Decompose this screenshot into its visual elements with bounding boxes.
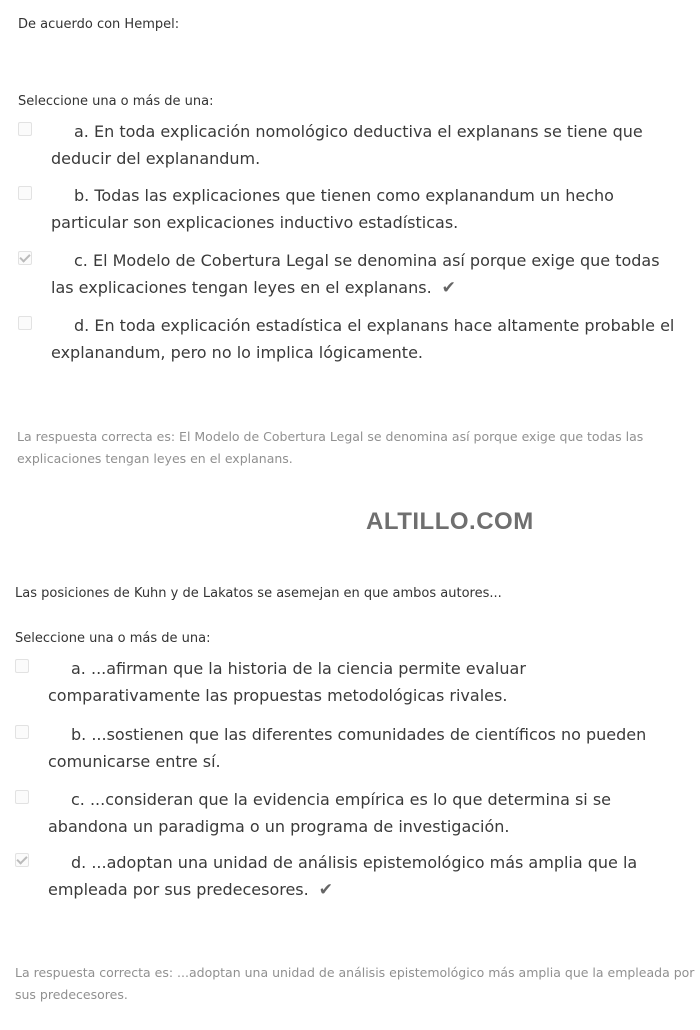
checkbox-c[interactable]: [18, 251, 32, 265]
checkbox-b[interactable]: [18, 186, 32, 200]
checkbox-b[interactable]: [15, 725, 29, 739]
question-text: Las posiciones de Kuhn y de Lakatos se asemejan en que ambos autores...: [15, 586, 502, 601]
select-prompt: Seleccione una o más de una:: [15, 631, 211, 646]
option-label: c. El Modelo de Cobertura Legal se denomina así porque exige que todas las explicaciones tengan leyes en el explanans. ✔: [51, 247, 683, 302]
checkbox-c[interactable]: [15, 790, 29, 804]
checkbox-d[interactable]: [15, 853, 29, 867]
checkbox-a[interactable]: [15, 659, 29, 673]
checkbox-a[interactable]: [18, 122, 32, 136]
option-label: d. En toda explicación estadística el explanans hace altamente probable el explanandum, pero no lo implica lógicamente.: [51, 316, 675, 362]
check-icon: ✔: [441, 278, 456, 298]
watermark-logo: ALTILLO.COM: [366, 508, 534, 535]
option-label: a. ...afirman que la historia de la ciencia permite evaluar comparativamente las propuestas metodológicas rivales.: [48, 659, 526, 705]
option-label: a. En toda explicación nomológico deductiva el explanans se tiene que deducir del explanandum.: [51, 122, 643, 168]
option-label: c. ...consideran que la evidencia empírica es lo que determina si se abandona un paradigma o un programa de investigación.: [48, 790, 612, 836]
correct-answer-feedback: La respuesta correcta es: ...adoptan una unidad de análisis epistemológico más amplia que la empleada por sus predecesores.: [15, 965, 695, 1002]
select-prompt: Seleccione una o más de una:: [18, 94, 214, 109]
check-icon: ✔: [318, 880, 333, 900]
question-text: De acuerdo con Hempel:: [18, 17, 180, 32]
option-label: b. Todas las explicaciones que tienen como explanandum un hecho particular son explicaciones inductivo estadísticas.: [51, 186, 614, 232]
correct-answer-feedback: La respuesta correcta es: El Modelo de Cobertura Legal se denomina así porque exige que todas las explicaciones tengan leyes en el explanans.: [17, 429, 644, 466]
option-label: b. ...sostienen que las diferentes comunidades de científicos no pueden comunicarse entre sí.: [48, 725, 647, 771]
checkbox-d[interactable]: [18, 316, 32, 330]
option-label: d. ...adoptan una unidad de análisis epistemológico más amplia que la empleada por sus predecesores. ✔: [48, 849, 680, 904]
